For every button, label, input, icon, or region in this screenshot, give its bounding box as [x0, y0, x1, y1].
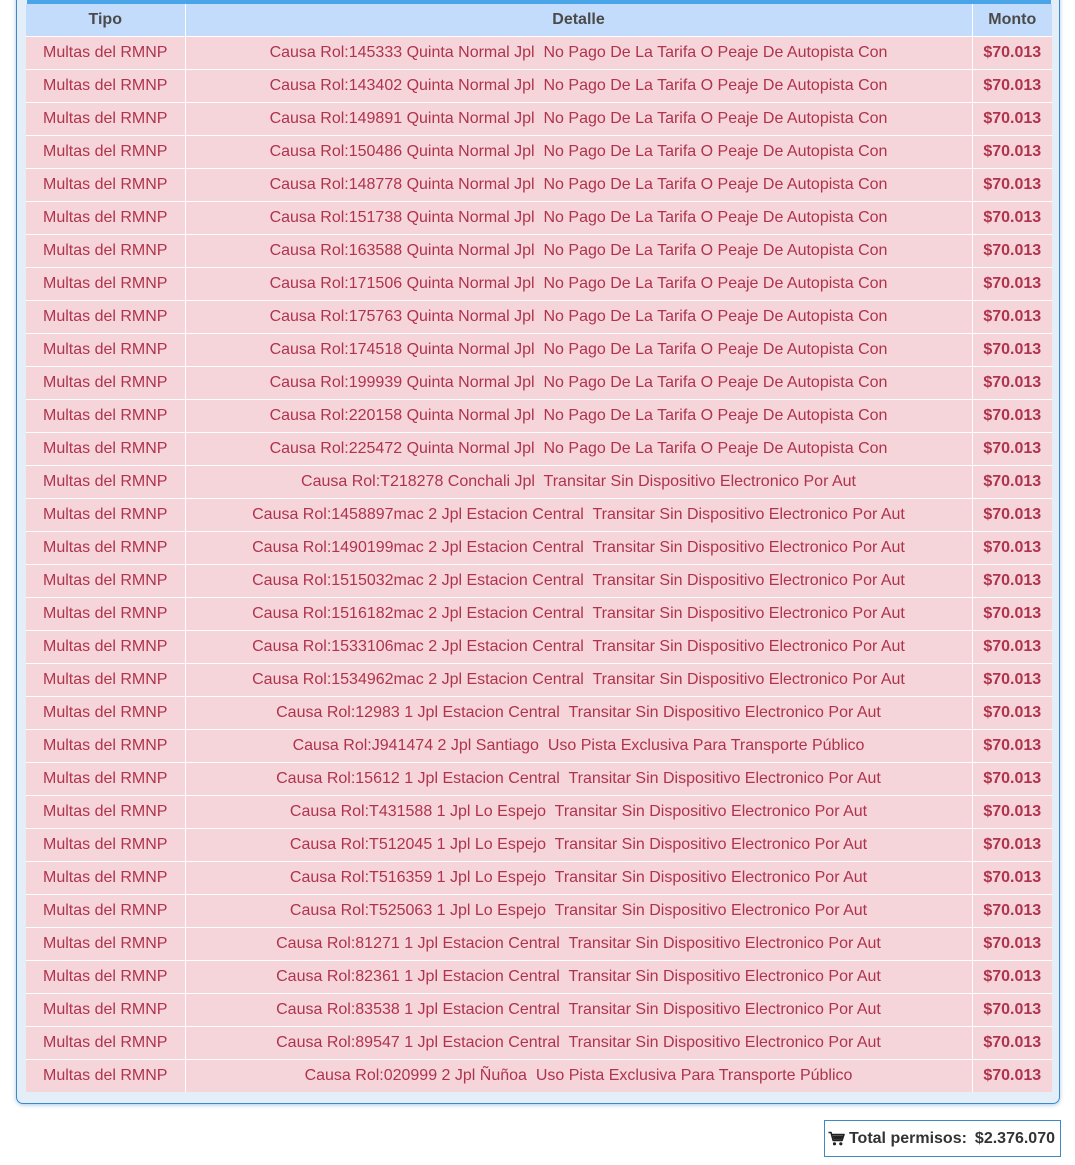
table-row	[26, 1027, 1052, 1060]
cell-detalle: Causa Rol:225472 Quinta Normal Jpl No Pago De La Tarifa O Peaje De Autopista Con	[185, 433, 972, 466]
cell-monto: $70.013	[972, 730, 1052, 763]
cell-detalle: Causa Rol:T431588 1 Jpl Lo Espejo Transitar Sin Dispositivo Electronico Por Aut	[185, 796, 972, 829]
table-row	[26, 136, 1052, 169]
cell-monto: $70.013	[972, 862, 1052, 895]
cell-detalle: Causa Rol:1490199mac 2 Jpl Estacion Central Transitar Sin Dispositivo Electronico Por Aut	[185, 532, 972, 565]
cell-tipo: Multas del RMNP	[26, 37, 185, 70]
table-row	[26, 37, 1052, 70]
table-row	[26, 994, 1052, 1027]
cell-detalle: Causa Rol:83538 1 Jpl Estacion Central Transitar Sin Dispositivo Electronico Por Aut	[185, 994, 972, 1027]
table-row	[26, 367, 1052, 400]
cell-detalle: Causa Rol:174518 Quinta Normal Jpl No Pago De La Tarifa O Peaje De Autopista Con	[185, 334, 972, 367]
cell-monto: $70.013	[972, 1027, 1052, 1060]
cell-monto: $70.013	[972, 829, 1052, 862]
table-row	[26, 202, 1052, 235]
cell-detalle: Causa Rol:T512045 1 Jpl Lo Espejo Transitar Sin Dispositivo Electronico Por Aut	[185, 829, 972, 862]
cell-detalle: Causa Rol:T516359 1 Jpl Lo Espejo Transitar Sin Dispositivo Electronico Por Aut	[185, 862, 972, 895]
cell-monto: $70.013	[972, 532, 1052, 565]
column-header-tipo: Tipo	[26, 4, 185, 37]
cell-detalle: Causa Rol:82361 1 Jpl Estacion Central Transitar Sin Dispositivo Electronico Por Aut	[185, 961, 972, 994]
cell-monto: $70.013	[972, 664, 1052, 697]
cell-detalle: Causa Rol:150486 Quinta Normal Jpl No Pago De La Tarifa O Peaje De Autopista Con	[185, 136, 972, 169]
cell-tipo: Multas del RMNP	[26, 499, 185, 532]
cell-tipo: Multas del RMNP	[26, 400, 185, 433]
table-row	[26, 433, 1052, 466]
cell-monto: $70.013	[972, 928, 1052, 961]
cell-monto: $70.013	[972, 796, 1052, 829]
cell-tipo: Multas del RMNP	[26, 664, 185, 697]
table-row	[26, 895, 1052, 928]
cell-detalle: Causa Rol:T218278 Conchali Jpl Transitar Sin Dispositivo Electronico Por Aut	[185, 466, 972, 499]
table-row	[26, 928, 1052, 961]
table-row	[26, 796, 1052, 829]
cell-detalle: Causa Rol:143402 Quinta Normal Jpl No Pago De La Tarifa O Peaje De Autopista Con	[185, 70, 972, 103]
cell-monto: $70.013	[972, 466, 1052, 499]
cell-tipo: Multas del RMNP	[26, 994, 185, 1027]
cell-detalle: Causa Rol:1533106mac 2 Jpl Estacion Central Transitar Sin Dispositivo Electronico Por Aut	[185, 631, 972, 664]
cell-monto: $70.013	[972, 103, 1052, 136]
cell-detalle: Causa Rol:1458897mac 2 Jpl Estacion Central Transitar Sin Dispositivo Electronico Por Aut	[185, 499, 972, 532]
table-row	[26, 598, 1052, 631]
cell-tipo: Multas del RMNP	[26, 301, 185, 334]
cell-tipo: Multas del RMNP	[26, 103, 185, 136]
table-row	[26, 697, 1052, 730]
cell-detalle: Causa Rol:171506 Quinta Normal Jpl No Pago De La Tarifa O Peaje De Autopista Con	[185, 268, 972, 301]
table-row	[26, 961, 1052, 994]
cell-tipo: Multas del RMNP	[26, 466, 185, 499]
cell-monto: $70.013	[972, 565, 1052, 598]
table-row	[26, 730, 1052, 763]
cell-tipo: Multas del RMNP	[26, 367, 185, 400]
cell-tipo: Multas del RMNP	[26, 1027, 185, 1060]
cell-tipo: Multas del RMNP	[26, 598, 185, 631]
cell-detalle: Causa Rol:J941474 2 Jpl Santiago Uso Pista Exclusiva Para Transporte Público	[185, 730, 972, 763]
cell-monto: $70.013	[972, 895, 1052, 928]
table-row	[26, 466, 1052, 499]
total-summary	[824, 1120, 1061, 1157]
cell-tipo: Multas del RMNP	[26, 961, 185, 994]
cell-tipo: Multas del RMNP	[26, 202, 185, 235]
table-row	[26, 631, 1052, 664]
cell-detalle: Causa Rol:89547 1 Jpl Estacion Central Transitar Sin Dispositivo Electronico Por Aut	[185, 1027, 972, 1060]
cell-tipo: Multas del RMNP	[26, 796, 185, 829]
table-row	[26, 235, 1052, 268]
cell-detalle: Causa Rol:220158 Quinta Normal Jpl No Pago De La Tarifa O Peaje De Autopista Con	[185, 400, 972, 433]
cell-detalle: Causa Rol:151738 Quinta Normal Jpl No Pago De La Tarifa O Peaje De Autopista Con	[185, 202, 972, 235]
cell-tipo: Multas del RMNP	[26, 928, 185, 961]
cell-detalle: Causa Rol:175763 Quinta Normal Jpl No Pago De La Tarifa O Peaje De Autopista Con	[185, 301, 972, 334]
cell-detalle: Causa Rol:148778 Quinta Normal Jpl No Pago De La Tarifa O Peaje De Autopista Con	[185, 169, 972, 202]
cell-tipo: Multas del RMNP	[26, 565, 185, 598]
table-row	[26, 1060, 1052, 1093]
cell-tipo: Multas del RMNP	[26, 730, 185, 763]
cell-tipo: Multas del RMNP	[26, 70, 185, 103]
cell-monto: $70.013	[972, 598, 1052, 631]
table-header-row	[26, 4, 1052, 37]
cell-tipo: Multas del RMNP	[26, 334, 185, 367]
cell-detalle: Causa Rol:1516182mac 2 Jpl Estacion Central Transitar Sin Dispositivo Electronico Por Aut	[185, 598, 972, 631]
cell-tipo: Multas del RMNP	[26, 169, 185, 202]
cell-monto: $70.013	[972, 37, 1052, 70]
cell-tipo: Multas del RMNP	[26, 1060, 185, 1093]
cell-detalle: Causa Rol:1534962mac 2 Jpl Estacion Central Transitar Sin Dispositivo Electronico Por Aut	[185, 664, 972, 697]
cell-monto: $70.013	[972, 631, 1052, 664]
cell-monto: $70.013	[972, 697, 1052, 730]
cell-monto: $70.013	[972, 169, 1052, 202]
cell-detalle: Causa Rol:199939 Quinta Normal Jpl No Pago De La Tarifa O Peaje De Autopista Con	[185, 367, 972, 400]
column-header-detalle: Detalle	[185, 4, 972, 37]
cell-monto: $70.013	[972, 202, 1052, 235]
cell-detalle: Causa Rol:81271 1 Jpl Estacion Central Transitar Sin Dispositivo Electronico Por Aut	[185, 928, 972, 961]
cell-tipo: Multas del RMNP	[26, 697, 185, 730]
cell-tipo: Multas del RMNP	[26, 763, 185, 796]
cell-tipo: Multas del RMNP	[26, 895, 185, 928]
cell-detalle: Causa Rol:145333 Quinta Normal Jpl No Pago De La Tarifa O Peaje De Autopista Con	[185, 37, 972, 70]
cell-monto: $70.013	[972, 499, 1052, 532]
cell-tipo: Multas del RMNP	[26, 862, 185, 895]
cell-monto: $70.013	[972, 1060, 1052, 1093]
table-row	[26, 301, 1052, 334]
cell-monto: $70.013	[972, 763, 1052, 796]
cell-monto: $70.013	[972, 235, 1052, 268]
cell-monto: $70.013	[972, 334, 1052, 367]
cell-detalle: Causa Rol:149891 Quinta Normal Jpl No Pago De La Tarifa O Peaje De Autopista Con	[185, 103, 972, 136]
table-row	[26, 829, 1052, 862]
table-row	[26, 334, 1052, 367]
table-row	[26, 565, 1052, 598]
table-row	[26, 862, 1052, 895]
table-row	[26, 763, 1052, 796]
cell-monto: $70.013	[972, 268, 1052, 301]
cell-monto: $70.013	[972, 400, 1052, 433]
table-body	[26, 37, 1052, 1093]
cell-tipo: Multas del RMNP	[26, 235, 185, 268]
total-value: $2.376.070	[974, 1129, 1055, 1147]
table-row	[26, 400, 1052, 433]
fines-table	[26, 4, 1052, 1092]
table-row	[26, 169, 1052, 202]
cell-detalle: Causa Rol:020999 2 Jpl Ñuñoa Uso Pista Exclusiva Para Transporte Público	[185, 1060, 972, 1093]
cell-tipo: Multas del RMNP	[26, 268, 185, 301]
cell-monto: $70.013	[972, 961, 1052, 994]
cell-tipo: Multas del RMNP	[26, 631, 185, 664]
cell-detalle: Causa Rol:1515032mac 2 Jpl Estacion Central Transitar Sin Dispositivo Electronico Por Aut	[185, 565, 972, 598]
cell-monto: $70.013	[972, 994, 1052, 1027]
table-row	[26, 103, 1052, 136]
cell-tipo: Multas del RMNP	[26, 532, 185, 565]
cell-tipo: Multas del RMNP	[26, 136, 185, 169]
total-label: Total permisos:	[848, 1129, 967, 1147]
cart-icon	[828, 1131, 845, 1146]
cell-tipo: Multas del RMNP	[26, 829, 185, 862]
cell-monto: $70.013	[972, 70, 1052, 103]
table-row	[26, 532, 1052, 565]
table-row	[26, 70, 1052, 103]
cell-detalle: Causa Rol:15612 1 Jpl Estacion Central Transitar Sin Dispositivo Electronico Por Aut	[185, 763, 972, 796]
cell-monto: $70.013	[972, 367, 1052, 400]
cell-monto: $70.013	[972, 301, 1052, 334]
cell-detalle: Causa Rol:T525063 1 Jpl Lo Espejo Transitar Sin Dispositivo Electronico Por Aut	[185, 895, 972, 928]
cell-detalle: Causa Rol:163588 Quinta Normal Jpl No Pago De La Tarifa O Peaje De Autopista Con	[185, 235, 972, 268]
column-header-monto: Monto	[972, 4, 1052, 37]
cell-tipo: Multas del RMNP	[26, 433, 185, 466]
cell-detalle: Causa Rol:12983 1 Jpl Estacion Central Transitar Sin Dispositivo Electronico Por Aut	[185, 697, 972, 730]
table-row	[26, 268, 1052, 301]
cell-monto: $70.013	[972, 433, 1052, 466]
table-row	[26, 499, 1052, 532]
cell-monto: $70.013	[972, 136, 1052, 169]
table-row	[26, 664, 1052, 697]
